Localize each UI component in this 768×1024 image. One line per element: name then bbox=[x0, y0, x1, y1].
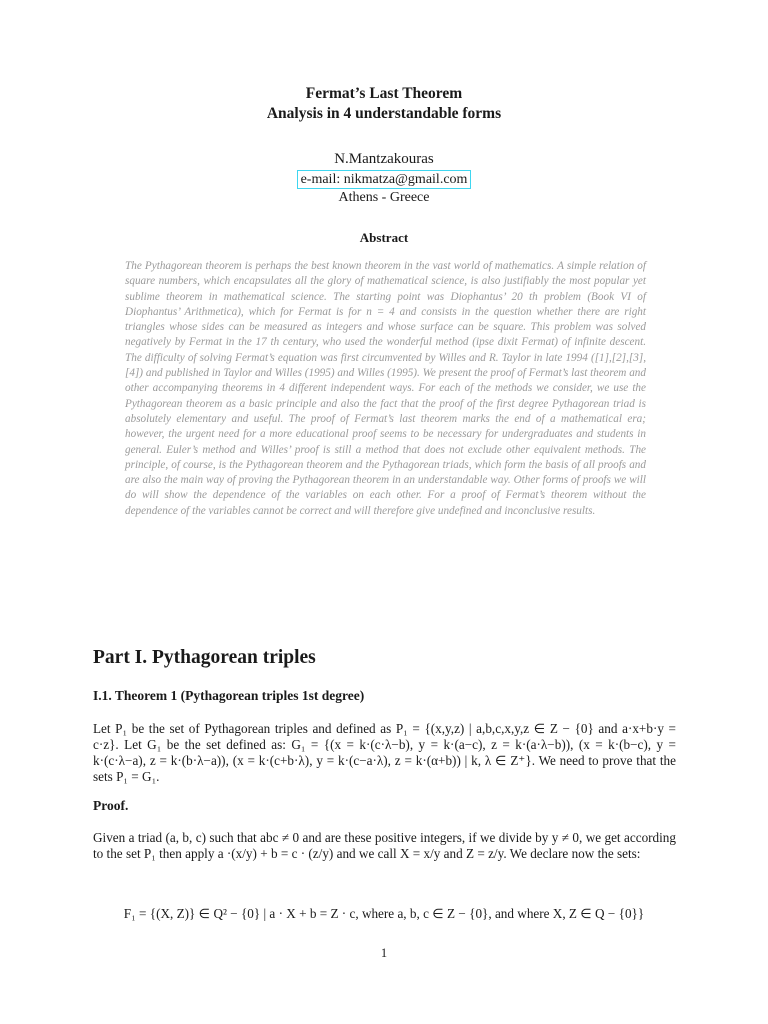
proof-paragraph: Given a triad (a, b, c) such that abc ≠ 0 and are these positive integers, if we divide by y ≠ 0, we get according to the set P₁ then apply a ·(x/y) + b = c · (z/y) and we call X = x/y and Z = z/y. We declare now the sets: bbox=[93, 830, 676, 861]
set-formula: F₁ = {(X, Z)} ∈ Q² − {0} | a · X + b = Z · c, where a, b, c ∈ Z − {0}, and where X, Z ∈ Q − {0}} bbox=[123, 906, 645, 921]
proof-label: Proof. bbox=[93, 798, 129, 813]
author-location: Athens - Greece bbox=[338, 190, 430, 205]
section-heading: I.1. Theorem 1 (Pythagorean triples 1st degree) bbox=[93, 688, 365, 703]
abstract-heading: Abstract bbox=[359, 230, 409, 245]
paper-title: Fermat’s Last Theorem bbox=[305, 85, 463, 102]
author-email-link[interactable]: e-mail: nikmatza@gmail.com bbox=[297, 170, 472, 189]
abstract-text: The Pythagorean theorem is perhaps the best known theorem in the vast world of mathematics. A simple relation of square numbers, which encapsulates all the glory of mathematical science, is also justifiably the most popular yet sublime theorem in mathematical science. The starting point was Diophantus’ 20 th problem (Book VI of Diophantus’ Arithmetica), which for Fermat is for n = 4 and consists in the question whether there are right triangles whose sides can be measured as integers and whose surface can be square. This problem was solved negatively by Fermat in the 17 th century, who used the wonderful method (ipse dixit Fermat) of infinite descent. The difficulty of solving Fermat’s equation was first circumvented by Willes and R. Taylor in late 1994 ([1],[2],[3],[4]) and published in Taylor and Willes (1995) and Willes (1995). We present the proof of Fermat’s last theorem and other accompanying theorems in 4 different independent ways. For each of the methods we consider, we use the Pythagorean theorem as a basic principle and also the fact that the proof of the first degree Pythagorean triad is absolutely elementary and useful. The proof of Fermat’s last theorem marks the end of a mathematical era; however, the urgent need for a more educational proof seems to be necessary for undergraduates and students in general. Euler’s method and Willes’ proof is still a method that does not exclude other equivalent methods. The principle, of course, is the Pythagorean theorem and the Pythagorean triads, which form the basis of all proofs and are also the main way of proving the Pythagorean theorem in an understandable way. Other forms of proofs we will do will show the dependence of the variables on each other. For a proof of Fermat’s theorem without the dependence of the variables cannot be correct and will therefore give undefined and inconclusive results. bbox=[125, 260, 646, 517]
theorem-paragraph: Let P₁ be the set of Pythagorean triples and defined as P₁ = {(x,y,z) | a,b,c,x,y,z ∈ Z − {0} and a·x+b·y = c·z}. Let G₁ be the set defined as: G₁ = {(x = k·(c·λ−b), y = k·(a−c), z = k·(a·λ−b)), (x = k·(b−c), y = k·(c·λ−a), z = k·(b·λ−a)), (x = k·(c+b·λ), y = k·(c−a·λ), z = k·(α+b)) | k, λ ∈ Z⁺}. We need to prove that the sets P₁ = G₁. bbox=[93, 721, 676, 784]
title-block bbox=[0, 84, 768, 124]
part-heading: Part I. Pythagorean triples bbox=[93, 647, 316, 668]
paper-subtitle: Analysis in 4 understandable forms bbox=[266, 105, 502, 122]
page-number: 1 bbox=[380, 946, 388, 960]
author-name: N.Mantzakouras bbox=[334, 151, 434, 167]
author-block bbox=[0, 150, 768, 207]
